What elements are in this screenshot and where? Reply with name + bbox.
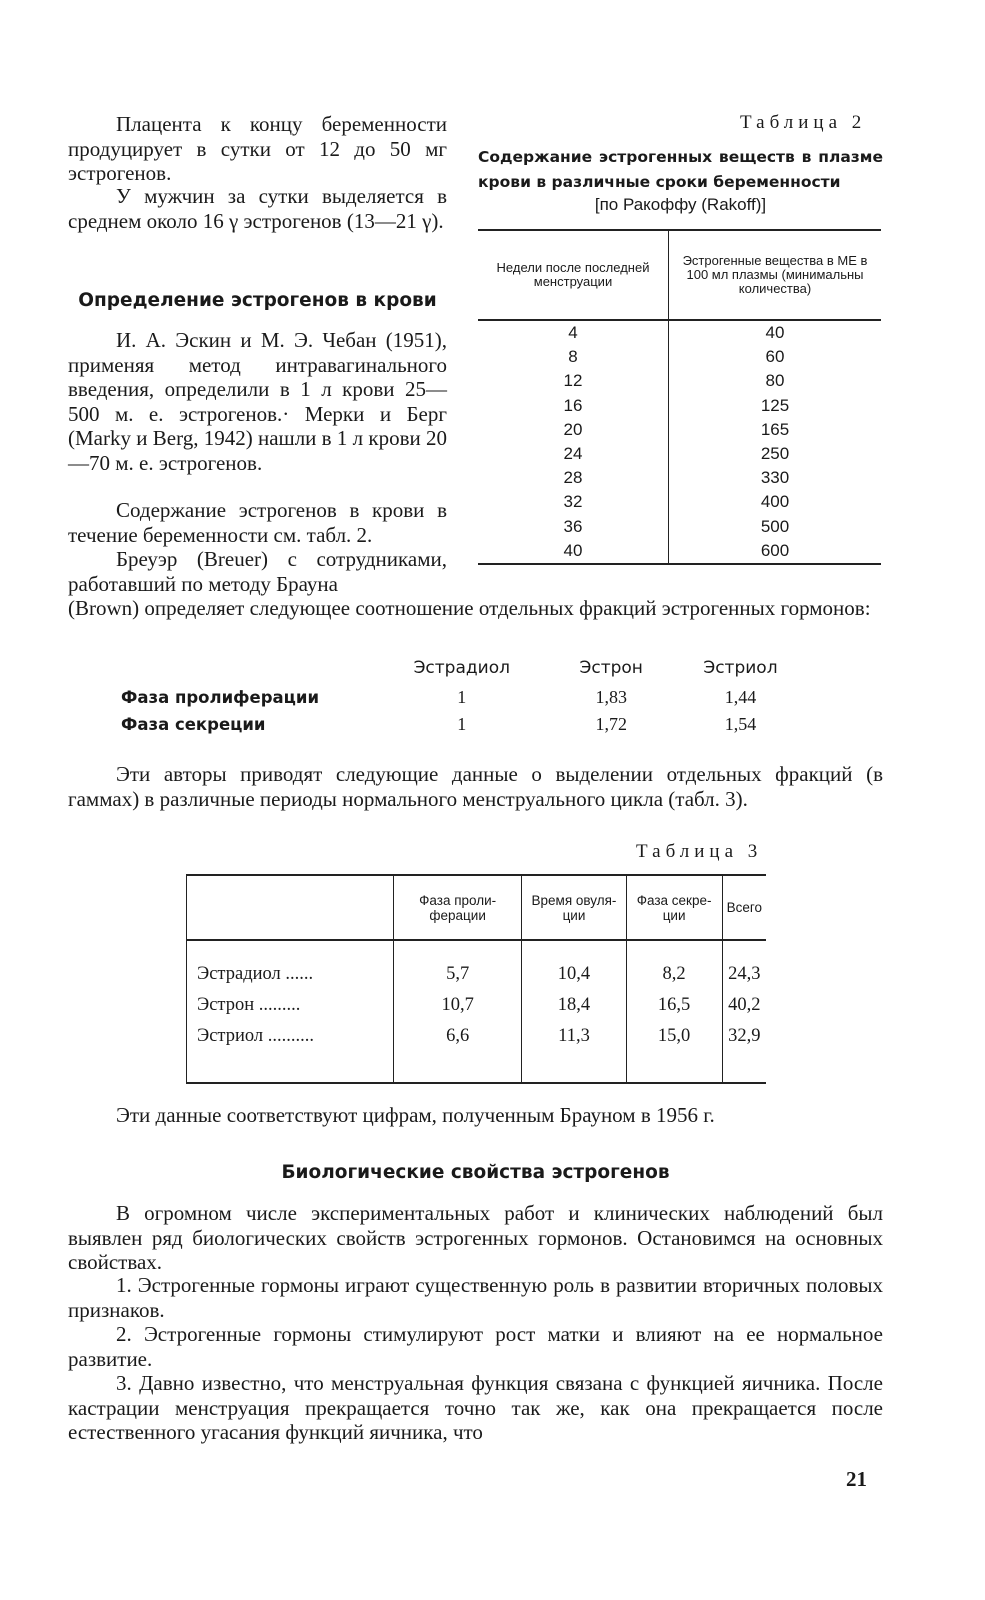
- table2-week-cell: 32: [478, 490, 669, 514]
- table-row: [478, 369, 881, 393]
- list-item-3: 3. Давно известно, что менструальная функция связана с функцией яичника. После кастрации менструация прекращается точно так же, как она прекращается после естественного угасания функций яичника, что: [68, 1371, 883, 1444]
- table-row: [120, 684, 810, 711]
- paragraph-breuer-end: (Brown) определяет следующее соотношение отдельных фракций эстрогенных гормонов:: [68, 596, 871, 620]
- ratio-header-estriol: Эстриол: [703, 658, 778, 678]
- paragraph-experiments: В огромном числе экспериментальных работ и клинических наблюдений был выявлен ряд биологических свойств эстрогенных гормонов. Остановимся на основных свойствах.: [68, 1201, 883, 1274]
- table3-row-label: Эстрон .........: [187, 990, 394, 1021]
- table2-value-cell: 400: [760, 492, 790, 512]
- ratio-header-estradiol: Эстрадиол: [413, 658, 510, 678]
- table2-source: [по Ракоффу (Rakoff)]: [594, 195, 767, 214]
- table-row: [478, 490, 881, 514]
- table2-value-cell: 60: [765, 347, 785, 367]
- section-heading-blood: Определение эстрогенов в крови: [78, 290, 437, 311]
- ratio-cell: 1,83: [595, 687, 627, 707]
- table2-value-cell: 40: [765, 323, 785, 343]
- table2-value-cell: 600: [669, 539, 882, 564]
- table-row: [478, 394, 881, 418]
- paragraph-pregnancy-ref: Содержание эстрогенов в крови в течение беременности см. табл. 2.: [68, 498, 447, 547]
- table3-cell: 15,0: [626, 1021, 722, 1052]
- table3-cell: 32,9: [722, 1021, 766, 1052]
- table2-value-cell: 330: [760, 468, 790, 488]
- table2-week-cell: 40: [478, 539, 669, 564]
- table2-week-cell: 16: [478, 394, 669, 418]
- ratio-header-estrone: Эстрон: [579, 658, 643, 678]
- table2-value-cell: 250: [760, 444, 790, 464]
- table2-col1-header: Недели после последней менструации: [478, 230, 669, 320]
- table2-col2-header: Эстрогенные вещества в МЕ в 100 мл плазмы (минимальны количества): [669, 230, 882, 320]
- table3-cell: 18,4: [522, 990, 626, 1021]
- paragraph-men: У мужчин за сутки выделяется в среднем около 16 γ эстрогенов (13—21 γ).: [68, 184, 447, 233]
- ratio-row-label: Фаза секреции: [121, 715, 266, 734]
- ratio-corner: [120, 652, 372, 684]
- table2-week-cell: 8: [478, 345, 669, 369]
- table-row: [478, 539, 881, 564]
- table2-week-cell: 12: [478, 369, 669, 393]
- table3-cell: 40,2: [722, 990, 766, 1021]
- list-item-2: 2. Эстрогенные гормоны стимулируют рост матки и влияют на ее нормальное развитие.: [68, 1322, 883, 1371]
- table-row: [187, 990, 767, 1021]
- table3-corner: [187, 875, 394, 940]
- ratio-row-label: Фаза пролиферации: [121, 688, 320, 707]
- table3-header-secretion: Фаза секре-ции: [626, 875, 722, 940]
- section-heading-biological: Биологические свойства эстрогенов: [281, 1162, 670, 1183]
- table2-value-cell: 80: [765, 371, 785, 391]
- table2-label: Таблица 2: [740, 112, 867, 133]
- table3-label: Таблица 3: [636, 841, 763, 862]
- ratio-cell: 1,72: [595, 714, 627, 734]
- table2-week-cell: 28: [478, 466, 669, 490]
- table3-cell: 5,7: [394, 959, 522, 990]
- table-row: [187, 959, 767, 990]
- page-number: 21: [846, 1467, 867, 1491]
- ratio-cell: 1: [457, 687, 467, 707]
- table2-week-cell: 36: [478, 515, 669, 539]
- table3-cell: 8,2: [626, 959, 722, 990]
- table2-week-cell: 20: [478, 418, 669, 442]
- table-row: [478, 345, 881, 369]
- table3-row-label: Эстрадиол ......: [187, 959, 394, 990]
- table-row: [478, 515, 881, 539]
- table3-header-ovulation: Время овуля-ции: [522, 875, 626, 940]
- table3-row-label: Эстриол ..........: [187, 1021, 394, 1052]
- table2-value-cell: 500: [760, 516, 790, 536]
- paragraph-authors-data: Эти авторы приводят следующие данные о выделении отдельных фракций (в гаммах) в различные периоды нормального менструального цикла (табл. 3).: [68, 762, 883, 811]
- table-row: [478, 320, 881, 345]
- table3-header-total: Всего: [722, 875, 766, 940]
- table3-cell: 10,7: [394, 990, 522, 1021]
- table3-cell: 16,5: [626, 990, 722, 1021]
- ratio-cell: 1,54: [724, 714, 757, 734]
- paragraph-eskin: И. А. Эскин и М. Э. Чебан (1951), применяя метод интравагинального введения, определили в 1 л крови 25—500 м. е. эстрогенов.· Мерки и Берг (Marky и Berg, 1942) нашли в 1 л крови 20—70 м. е. эстрогенов.: [68, 328, 447, 475]
- paragraph-placenta: Плацента к концу беременности продуцирует в сутки от 12 до 50 мг эстрогенов.: [68, 112, 447, 185]
- table3: [186, 874, 766, 1084]
- table-row: [478, 418, 881, 442]
- paragraph-brown-1956: Эти данные соответствуют цифрам, полученным Брауном в 1956 г.: [116, 1103, 715, 1127]
- table2: [478, 229, 881, 565]
- paragraph-breuer-start: Бреуэр (Breuer) с сотрудниками, работавший по методу Брауна: [68, 547, 447, 596]
- table2-week-cell: 4: [478, 320, 669, 345]
- table2-value-cell: 125: [760, 395, 790, 415]
- table2-caption: Содержание эстрогенных веществ в плазме крови в различные сроки беременности: [478, 148, 883, 191]
- list-item-1: 1. Эстрогенные гормоны играют существенную роль в развитии вторичных половых признаков.: [68, 1273, 883, 1322]
- table-row: [478, 466, 881, 490]
- table3-header-proliferation: Фаза проли-ферации: [394, 875, 522, 940]
- table3-cell: 11,3: [522, 1021, 626, 1052]
- table-row: [120, 711, 810, 738]
- ratio-cell: 1,44: [724, 687, 757, 707]
- table-row: [478, 442, 881, 466]
- table3-cell: 24,3: [722, 959, 766, 990]
- table2-value-cell: 165: [760, 419, 790, 439]
- ratio-table: [120, 652, 810, 738]
- table3-cell: 10,4: [522, 959, 626, 990]
- table-row: [187, 1021, 767, 1052]
- table2-week-cell: 24: [478, 442, 669, 466]
- ratio-cell: 1: [457, 714, 467, 734]
- table3-cell: 6,6: [394, 1021, 522, 1052]
